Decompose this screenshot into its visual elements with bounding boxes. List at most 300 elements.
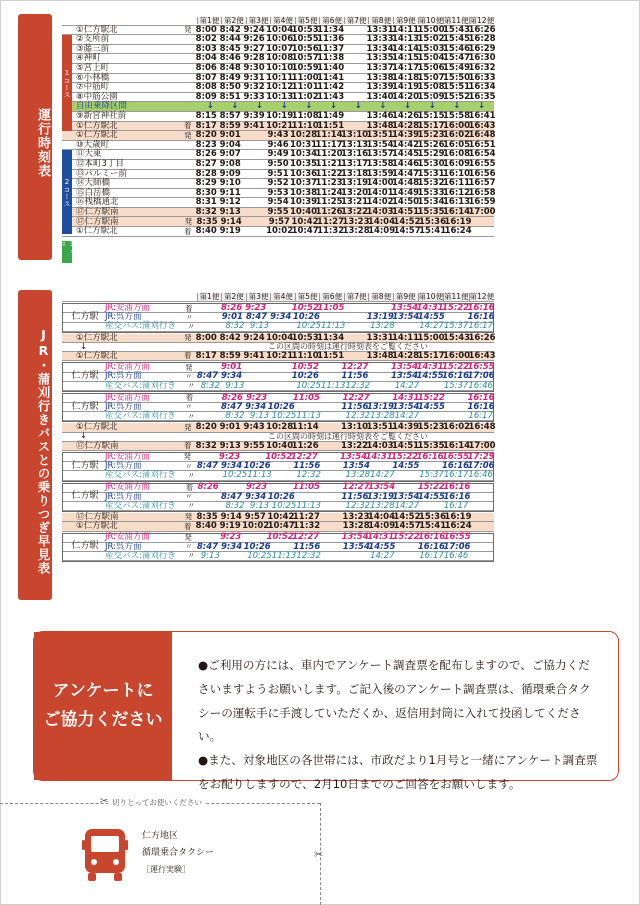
- station-name: 仁方駅: [71, 311, 99, 322]
- time-cell: 13:28: [370, 411, 395, 422]
- transfer-row: [63, 323, 493, 332]
- time-cell: 9:14: [220, 216, 242, 227]
- time-cell: 9:55: [243, 440, 265, 451]
- stop-name: [62, 150, 181, 159]
- time-cell: 14:20: [392, 91, 420, 102]
- stop-name: [62, 189, 181, 198]
- time-cell: 8:23: [195, 139, 217, 150]
- header-trip: 第8便: [368, 17, 393, 25]
- time-cell: 8:30: [195, 187, 217, 198]
- time-cell: 11:02: [291, 91, 319, 102]
- time-cell: 11:14: [315, 130, 343, 141]
- time-cell: 15:00: [417, 24, 445, 35]
- time-cell: 13:21: [341, 197, 369, 208]
- station-name: 仁方駅: [71, 371, 99, 382]
- time-cell: 15:22: [392, 532, 420, 543]
- time-cell: 13:39: [366, 82, 394, 93]
- stop-label: ①仁方駅北: [76, 130, 118, 141]
- time-cell: 14:31: [416, 362, 444, 373]
- time-cell: 9:13: [219, 206, 241, 217]
- time-cell: 15:58: [443, 110, 471, 121]
- time-cell: 9:13: [200, 550, 220, 561]
- time-cell: 10:28: [266, 422, 294, 433]
- time-cell: 10:10: [266, 63, 294, 74]
- time-cell: 8:35: [196, 216, 218, 227]
- time-cell: 15:33: [417, 187, 445, 198]
- time-cell: 17:29: [467, 451, 495, 462]
- time-cell: 16:10: [443, 168, 471, 179]
- stop-name: [62, 83, 181, 92]
- time-cell: 13:28: [342, 226, 370, 237]
- stop-label: ⑰仁方駅南: [76, 511, 119, 522]
- survey-title: [34, 632, 172, 780]
- time-cell: 8:42: [219, 24, 241, 35]
- time-cell: 8:32: [225, 321, 245, 332]
- time-cell: 15:49: [443, 63, 471, 74]
- time-cell: 16:14: [443, 206, 471, 217]
- time-cell: 9:31: [243, 72, 265, 83]
- time-cell: 13:19: [366, 491, 394, 502]
- course3-end: [62, 522, 494, 531]
- time-cell: 11:34: [317, 332, 345, 343]
- time-cell: 9:33: [243, 91, 265, 102]
- stop-label: ③藤三前: [76, 43, 110, 54]
- time-cell: 9:07: [219, 149, 241, 160]
- down-arrow-icon: ↓: [354, 101, 362, 112]
- time-cell: 11:32: [293, 521, 321, 532]
- time-cell: 11:20: [315, 149, 343, 160]
- time-cell: 9:57: [268, 216, 290, 227]
- time-cell: 8:00: [195, 24, 217, 35]
- stop-name: [62, 112, 181, 121]
- time-cell: 16:41: [468, 110, 496, 121]
- time-cell: 14:50: [392, 197, 420, 208]
- stop-label: ④神町: [76, 53, 101, 64]
- time-cell: 10:08: [266, 53, 294, 64]
- line-label: 産交バス:蒲刈行き: [105, 411, 176, 422]
- time-cell: 15:29: [417, 149, 445, 160]
- stop-mark: 着: [183, 121, 192, 131]
- ticket-line1: 仁方地区: [142, 831, 179, 841]
- time-cell: 10:38: [290, 187, 318, 198]
- time-cell: 15:37: [443, 321, 469, 332]
- time-cell: 15:22: [441, 362, 470, 373]
- time-cell: 15:46: [443, 43, 471, 54]
- time-cell: 9:34: [245, 491, 267, 502]
- note-arrow: ↓: [80, 431, 88, 442]
- time-cell: 14:31: [416, 303, 444, 314]
- time-cell: 16:14: [443, 440, 471, 451]
- stop-label: ⑤宮上町: [76, 63, 110, 74]
- time-cell: 14:48: [392, 178, 420, 189]
- line-label: JR:安浦方面: [105, 482, 151, 493]
- time-cell: 12:27: [290, 451, 318, 462]
- free-zone-label: [62, 102, 198, 111]
- arrive-depart-mark: 〃: [185, 492, 193, 502]
- time-cell: 13:35: [366, 53, 394, 64]
- time-cell: 9:41: [243, 120, 265, 131]
- course3-bar: 3コース: [62, 241, 72, 263]
- time-cell: 16:19: [444, 511, 472, 522]
- time-cell: 13:54: [390, 371, 419, 382]
- arrive-depart-mark: 発: [184, 532, 192, 542]
- stop-mark: 発: [184, 512, 193, 522]
- time-cell: 11:51: [317, 350, 345, 361]
- time-cell: 9:28: [243, 53, 265, 64]
- time-cell: 14:14: [392, 43, 420, 54]
- time-cell: 9:13: [219, 440, 241, 451]
- stop-label: ⑭大師橋: [76, 178, 111, 189]
- time-cell: 9:46: [267, 139, 289, 150]
- stop-label: ①仁方駅北: [76, 332, 118, 343]
- time-cell: 15:22: [417, 392, 445, 403]
- line-label: JR:呉方面: [105, 312, 142, 323]
- time-cell: 13:23: [342, 511, 370, 522]
- time-cell: 14:39: [392, 422, 420, 433]
- time-cell: 13:54: [368, 482, 396, 493]
- time-cell: 10:04: [266, 332, 294, 343]
- down-arrow-icon: ↓: [404, 101, 412, 112]
- time-cell: 8:59: [219, 350, 241, 361]
- time-cell: 14:03: [366, 440, 394, 451]
- time-cell: 9:55: [267, 206, 289, 217]
- stop-name: [62, 334, 181, 343]
- time-cell: 13:13: [341, 139, 369, 150]
- time-cell: 14:55: [417, 491, 445, 502]
- transfer-group: [62, 393, 494, 423]
- line-label: 産交バス:蒲刈行き: [105, 380, 176, 391]
- time-cell: 14:17: [392, 63, 420, 74]
- header-trip: 第12便: [469, 292, 495, 302]
- time-cell: 16:16: [467, 392, 495, 403]
- time-cell: 13:40: [366, 91, 394, 102]
- transfer-header: [62, 293, 494, 302]
- time-cell: 10:34: [290, 149, 318, 160]
- time-cell: 12:32: [345, 380, 371, 391]
- header-trip: 第10便: [418, 15, 444, 25]
- time-cell: 16:59: [468, 197, 496, 208]
- time-cell: 12:27: [342, 392, 370, 403]
- time-cell: 11:14: [291, 422, 319, 433]
- line-label: JR:安浦方面: [105, 451, 151, 462]
- time-cell: 8:51: [219, 91, 241, 102]
- time-cell: 11:10: [291, 350, 319, 361]
- time-cell: 16:02: [443, 130, 471, 141]
- time-cell: 13:18: [341, 168, 369, 179]
- time-cell: 10:02: [266, 226, 294, 237]
- time-cell: 14:27: [394, 380, 420, 391]
- line-label: JR:安浦方面: [105, 362, 151, 373]
- time-cell: 16:24: [444, 521, 472, 532]
- arrive-depart-mark: 着: [185, 482, 194, 492]
- survey-box: [33, 631, 619, 791]
- time-cell: 10:26: [243, 541, 271, 552]
- time-cell: 9:34: [245, 401, 267, 412]
- stop-label: ①仁方駅北: [76, 521, 118, 532]
- time-cell: 10:31: [290, 139, 318, 150]
- header-trip: 第11便: [444, 292, 469, 302]
- header-trip: 第6便: [319, 17, 344, 25]
- time-cell: 9:34: [220, 371, 243, 382]
- time-cell: 13:46: [366, 110, 394, 121]
- stop-label: ⑪大東: [76, 149, 102, 160]
- time-cell: 13:10: [341, 130, 369, 141]
- time-cell: 8:07: [195, 72, 217, 83]
- time-cell: 10:42: [267, 511, 295, 522]
- time-cell: 11:05: [292, 392, 320, 403]
- stop-name: [62, 122, 181, 131]
- time-cell: 16:19: [444, 216, 472, 227]
- time-cell: 16:00: [443, 120, 471, 131]
- time-cell: 15:23: [417, 130, 445, 141]
- header-trip: 第2便: [221, 17, 246, 25]
- stop-label: ⑨新宮神社前: [76, 110, 127, 121]
- time-cell: 15:07: [417, 72, 445, 83]
- free-zone-text: 自由乗降区間: [76, 101, 128, 112]
- time-cell: 9:13: [249, 321, 270, 332]
- time-cell: 16:55: [467, 362, 495, 373]
- down-arrow-icon: ↓: [478, 101, 486, 112]
- line-label: 産交バス:蒲刈行き: [105, 500, 176, 511]
- time-cell: 9:23: [245, 303, 267, 314]
- time-cell: 8:32: [225, 500, 245, 511]
- stop-name: [62, 131, 181, 140]
- line-label: JR:安浦方面: [105, 303, 151, 314]
- time-cell: 14:01: [366, 187, 394, 198]
- time-cell: 16:24: [444, 226, 472, 237]
- stop-name: [62, 442, 181, 451]
- time-cell: 16:05: [443, 139, 471, 150]
- time-cell: 15:41: [419, 521, 447, 532]
- transfer-row: [63, 502, 493, 511]
- time-cell: 9:27: [243, 43, 265, 54]
- time-cell: 10:04: [266, 24, 294, 35]
- time-cell: 15:15: [417, 110, 445, 121]
- time-cell: 16:13: [443, 197, 471, 208]
- time-cell: 11:05: [292, 482, 320, 493]
- time-cell: 10:26: [291, 371, 319, 382]
- time-cell: 15:37: [443, 380, 469, 391]
- time-cell: 8:47: [245, 312, 268, 323]
- time-cell: 14:13: [392, 34, 420, 45]
- time-cell: 16:35: [468, 91, 496, 102]
- time-cell: 15:22: [441, 303, 470, 314]
- time-cell: 8:32: [195, 206, 217, 217]
- time-cell: 9:24: [243, 332, 265, 343]
- time-cell: 12:27: [292, 532, 320, 543]
- time-cell: 9:51: [267, 168, 289, 179]
- time-cell: 11:38: [317, 53, 345, 64]
- time-cell: 8:59: [219, 120, 241, 131]
- stop-label: ⑮白岳橋: [76, 187, 111, 198]
- stop-name: [62, 26, 181, 35]
- arrive-depart-mark: 発: [183, 452, 192, 462]
- arrive-depart-mark: 着: [185, 303, 193, 313]
- header-trip: 第7便: [344, 293, 369, 301]
- transfer-label: [63, 412, 185, 421]
- stop-label: ⑰仁方駅南: [76, 206, 119, 217]
- transfer-label: [63, 372, 182, 381]
- time-cell: 13:54: [392, 312, 420, 323]
- time-cell: 10:25: [247, 550, 272, 561]
- time-cell: 11:40: [317, 63, 345, 74]
- stop-label: ①仁方駅北: [76, 24, 118, 35]
- time-cell: 16:43: [468, 350, 496, 361]
- time-cell: 15:22: [417, 482, 445, 493]
- time-cell: 11:13: [320, 321, 346, 332]
- time-cell: 10:52: [265, 451, 293, 462]
- time-cell: 8:47: [220, 401, 243, 412]
- time-cell: 14:55: [416, 371, 444, 382]
- time-cell: 15:31: [417, 168, 445, 179]
- time-cell: 14:02: [366, 197, 394, 208]
- time-cell: 14:27: [394, 500, 420, 511]
- stop-name: [62, 352, 181, 361]
- header-trip: 第8便: [368, 293, 393, 301]
- time-cell: 10:07: [266, 43, 294, 54]
- time-cell: 15:34: [417, 197, 445, 208]
- time-cell: 8:20: [195, 130, 217, 141]
- time-cell: 8:26: [195, 149, 217, 160]
- transfer-label: [63, 382, 185, 391]
- line-label: JR:呉方面: [105, 371, 142, 382]
- time-cell: 15:17: [417, 350, 445, 361]
- time-cell: 16:43: [468, 120, 496, 131]
- time-cell: 13:31: [366, 24, 394, 35]
- time-cell: 16:34: [468, 82, 496, 93]
- survey-title-line2: ご協力ください: [43, 710, 163, 730]
- time-cell: 13:54: [341, 532, 369, 543]
- time-cell: 8:47: [196, 541, 219, 552]
- time-cell: 10:39: [290, 197, 318, 208]
- arrive-depart-mark: 〃: [185, 542, 193, 552]
- time-cell: 13:48: [366, 120, 394, 131]
- line-label: 産交バス:蒲刈行き: [105, 550, 176, 561]
- time-cell: 16:55: [468, 158, 496, 169]
- transfer-label: [63, 502, 185, 511]
- time-cell: 8:44: [219, 34, 241, 45]
- time-cell: 10:55: [291, 34, 319, 45]
- stop-label: ⑰仁方駅南: [76, 216, 119, 227]
- down-arrow-icon: ↓: [231, 101, 239, 112]
- time-cell: 8:32: [200, 380, 220, 391]
- time-cell: 14:55: [392, 461, 420, 472]
- time-cell: 10:06: [266, 34, 294, 45]
- time-cell: 15:32: [417, 178, 445, 189]
- time-cell: 10:53: [291, 24, 319, 35]
- header-trip: 第4便: [270, 293, 295, 301]
- time-cell: 16:57: [468, 178, 496, 189]
- time-cell: 8:48: [219, 63, 241, 74]
- time-cell: 10:52: [266, 532, 294, 543]
- time-cell: 16:48: [468, 422, 496, 433]
- header-trip: 第3便: [246, 293, 271, 301]
- transfer-row: [63, 552, 493, 561]
- time-cell: 11:32: [317, 226, 345, 237]
- header-trip: 第9便: [393, 17, 418, 25]
- time-cell: 13:51: [366, 422, 394, 433]
- time-cell: 13:20: [341, 187, 369, 198]
- time-cell: 10:21: [266, 120, 294, 131]
- course2-bar: 2コース: [62, 150, 72, 234]
- time-cell: 15:52: [443, 91, 471, 102]
- survey-paragraph-2: ●また、対象地区の各世帯には、市政だより1月号と一緒にアンケート調査票をお配りしますので、2月10日までのご回答をお願いします。: [198, 753, 598, 791]
- time-cell: 16:16: [443, 482, 471, 493]
- time-cell: 14:31: [367, 532, 395, 543]
- time-cell: 11:26: [291, 440, 319, 451]
- time-cell: 16:32: [468, 63, 496, 74]
- scissors-icon: ✂: [314, 848, 324, 861]
- transfer-row: [63, 412, 493, 421]
- arrive-depart-mark: 〃: [187, 470, 196, 480]
- time-cell: 13:22: [341, 440, 369, 451]
- header-trip: 第10便: [418, 292, 444, 302]
- time-cell: 8:32: [195, 440, 217, 451]
- course1-bar: 1コース: [62, 35, 72, 131]
- stop-mark: 発: [184, 217, 193, 227]
- time-cell: 14:45: [392, 149, 420, 160]
- time-cell: 9:01: [219, 422, 241, 433]
- time-cell: 15:09: [417, 91, 445, 102]
- stop-mark: 発: [183, 333, 192, 343]
- time-cell: 9:39: [243, 110, 265, 121]
- stop-label: ①仁方駅北: [76, 120, 118, 131]
- time-cell: 14:27: [370, 470, 395, 481]
- time-cell: 10:25: [296, 380, 321, 391]
- time-cell: 13:23: [342, 216, 370, 227]
- time-cell: 9:14: [220, 511, 242, 522]
- header-trip: 第5便: [295, 17, 320, 25]
- time-cell: 10:53: [291, 332, 319, 343]
- transfer-label: [63, 471, 185, 480]
- time-cell: 11:13: [296, 500, 321, 511]
- time-cell: 8:27: [195, 158, 217, 169]
- time-cell: 9:26: [243, 34, 265, 45]
- header-trip: 第5便: [295, 293, 320, 301]
- time-cell: 14:26: [392, 110, 420, 121]
- transfer-group: [62, 303, 494, 333]
- cut-label: 切りとってお使いください: [108, 797, 206, 808]
- time-cell: 16:11: [443, 178, 471, 189]
- time-cell: 15:00: [417, 332, 445, 343]
- stop-label: ①仁方駅北: [76, 226, 118, 237]
- time-cell: 11:24: [315, 187, 343, 198]
- time-cell: 17:06: [467, 461, 495, 472]
- time-cell: 14:19: [392, 82, 420, 93]
- time-cell: 9:19: [219, 521, 241, 532]
- time-cell: 9:52: [267, 178, 289, 189]
- timetable: [62, 16, 494, 237]
- time-cell: 9:23: [245, 392, 268, 403]
- header-trip: 第3便: [246, 17, 271, 25]
- time-cell: 10:11: [266, 72, 294, 83]
- time-cell: 9:23: [220, 532, 242, 543]
- header-trip: 第1便: [197, 293, 222, 301]
- see-timetable-note: この区間の時刻は運行時刻表をご覧ください: [268, 342, 428, 352]
- time-cell: 16:02: [443, 422, 471, 433]
- time-cell: 10:25: [296, 321, 321, 332]
- time-cell: 13:54: [392, 401, 420, 412]
- time-cell: 14:55: [417, 401, 445, 412]
- time-cell: 13:31: [366, 332, 394, 343]
- time-cell: 8:47: [196, 461, 219, 472]
- time-cell: 9:50: [267, 158, 289, 169]
- stop-mark: 発: [183, 25, 192, 35]
- time-cell: 11:56: [293, 461, 321, 472]
- time-cell: 14:04: [367, 511, 395, 522]
- time-cell: 9:34: [220, 541, 243, 552]
- time-cell: 8:50: [219, 82, 241, 93]
